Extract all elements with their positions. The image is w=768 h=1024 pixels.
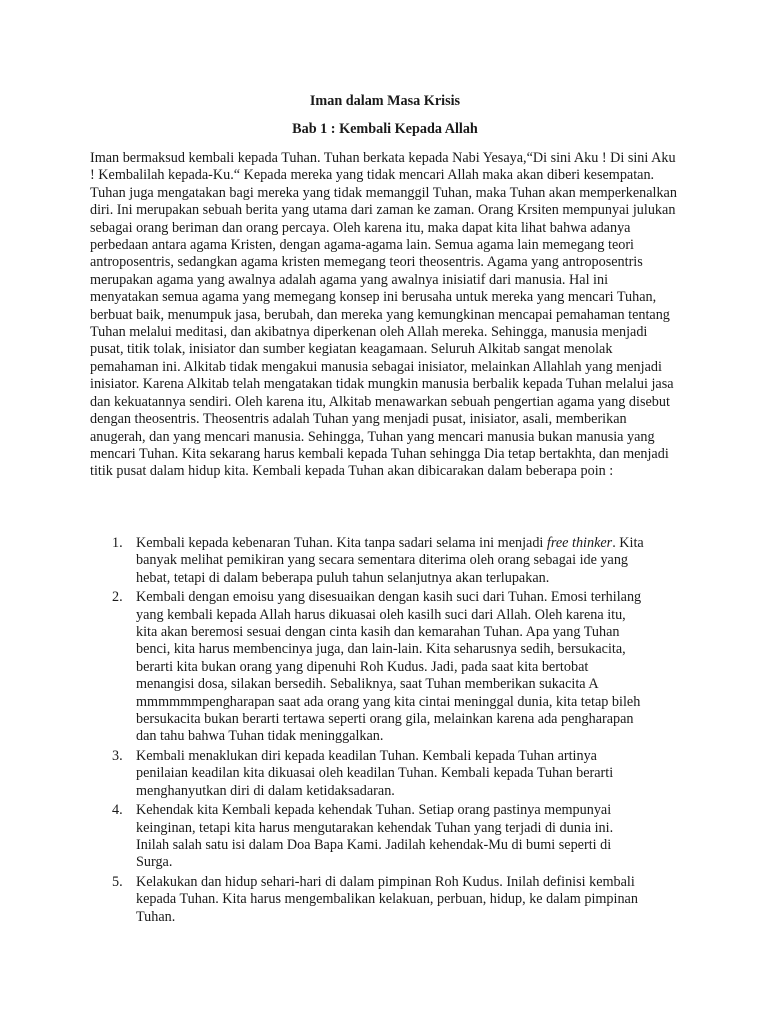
list-number: 4. xyxy=(112,802,123,819)
chapter-heading: Bab 1 : Kembali Kepada Allah xyxy=(292,121,478,137)
list-item xyxy=(90,874,680,926)
list-text-part: Kembali kepada kebenaran Tuhan. Kita tanpa sadari selama ini menjadi xyxy=(136,535,547,551)
list-text: Kelakukan dan hidup sehari-hari di dalam pimpinan Roh Kudus. Inilah definisi kembali kepada Tuhan. Kita harus mengembalikan kelakuan, perbuan, hidup, ke dalam pimpinan Tuhan. xyxy=(136,873,638,925)
list-item xyxy=(90,748,680,800)
italic-term: free thinker xyxy=(546,535,613,551)
list-item xyxy=(90,802,680,872)
list-text: Kembali dengan emoisu yang disesuaikan dengan kasih suci dari Tuhan. Emosi terhilang yang kembali kepada Allah harus dikuasai oleh kasilh suci dari Allah. Oleh karena itu, kita akan beremosi sesuai dengan cinta kasih dan kemarahan Tuhan. Apa yang Tuhan benci, kita harus membencinya juga, dan lain-lain. Kita seharusnya sedih, bersukacita, berarti kita bukan orang yang dipenuhi Roh Kudus. Jadi, pada saat kita bertobat menangisi dosa, silakan bersedih. Sebaliknya, saat Tuhan memberikan sukacita A mmmmmmpengharapan saat ada orang yang kita cintai meninggal dunia, kita tetap bileh bersukacita bukan berarti tertawa seperti orang gila, melainkan karena ada pengharapan dan tahu bahwa Tuhan tidak meninggalkan. xyxy=(136,589,642,745)
intro-paragraph: Iman bermaksud kembali kepada Tuhan. Tuhan berkata kepada Nabi Yesaya,“Di sini Aku ! Di sini Aku ! Kembalilah kepada-Ku.“ Kepada mereka yang tidak mencari Allah maka akan diberi kesempatan. Tuhan juga mengatakan bagi mereka yang tidak memanggil Tuhan, maka Tuhan akan memperkenalkan diri. Ini merupakan sebuah berita yang utama dari zaman ke zaman. Orang Krsiten mempunyai julukan sebagai orang beriman dan orang percaya. Oleh karena itu, maka dapat kita lihat bahwa adanya perbedaan antara agama Kristen, dengan agama-agama lain. Semua agama lain memegang teori antroposentris, sedangkan agama kristen memegang teori theosentris. Agama yang antroposentris merupakan agama yang awalnya adalah agama yang awalnya inisiatif dari manusia. Hal ini menyatakan semua agama yang memegang konsep ini berusaha untuk mereka yang mencari Tuhan, berbuat baik, menumpuk jasa, berubah, dan mereka yang kemungkinan mencapai pemahaman tentang Tuhan melalui meditasi, dan akibatnya diperkenan oleh Allah mereka. Sehingga, manusia menjadi pusat, titik tolak, inisiator dan sumber kegiatan keagamaan. Seluruh Alkitab sangat menolak pemahaman ini. Alkitab tidak mengakui manusia sebagai inisiator, melainkan Allahlah yang menjadi inisiator. Karena Alkitab telah mengatakan tidak mungkin manusia berbalik kepada Tuhan melalui jasa dan kekuatannya sendiri. Oleh karena itu, Alkitab menawarkan sebuah pengertian agama yang disebut dengan theosentris. Theosentris adalah Tuhan yang menjadi pusat, inisiator, asali, memberikan anugerah, dan yang mencari manusia. Sehingga, Tuhan yang mencari manusia bukan manusia yang mencari Tuhan. Kita sekarang harus kembali kepada Tuhan sehingga Dia tetap bertakhta, dan menjadi titik pusat dalam hidup kita. Kembali kepada Tuhan akan dibicarakan dalam beberapa poin : xyxy=(90,150,677,480)
list-text: Kehendak kita Kembali kepada kehendak Tuhan. Setiap orang pastinya mempunyai keinginan, tetapi kita harus mengutarakan kehendak Tuhan yang terjadi di dunia ini. Inilah salah satu isi dalam Doa Bapa Kami. Jadilah kehendak-Mu di bumi seperti di Surga. xyxy=(136,802,614,871)
list-text-part: . Kita banyak melihat pemikiran yang secara sementara diterima oleh orang sebagai ide yang hebat, tetapi di dalam beberapa puluh tahun selanjutnya akan terlupakan. xyxy=(136,535,644,586)
points-list xyxy=(90,535,680,928)
list-item xyxy=(90,535,680,587)
list-number: 2. xyxy=(112,589,123,606)
list-number: 3. xyxy=(112,747,123,764)
list-number: 5. xyxy=(112,873,123,890)
list-text: Kembali menaklukan diri kepada keadilan Tuhan. Kembali kepada Tuhan artinya penilaian keadilan kita dikuasai oleh keadilan Tuhan. Kembali kepada Tuhan berarti menghanyutkan diri di dalam ketidaksadaran. xyxy=(136,747,614,799)
list-text xyxy=(136,535,646,587)
list-number: 1. xyxy=(112,535,123,551)
document-title: Iman dalam Masa Krisis xyxy=(309,93,461,109)
list-item xyxy=(90,589,680,746)
